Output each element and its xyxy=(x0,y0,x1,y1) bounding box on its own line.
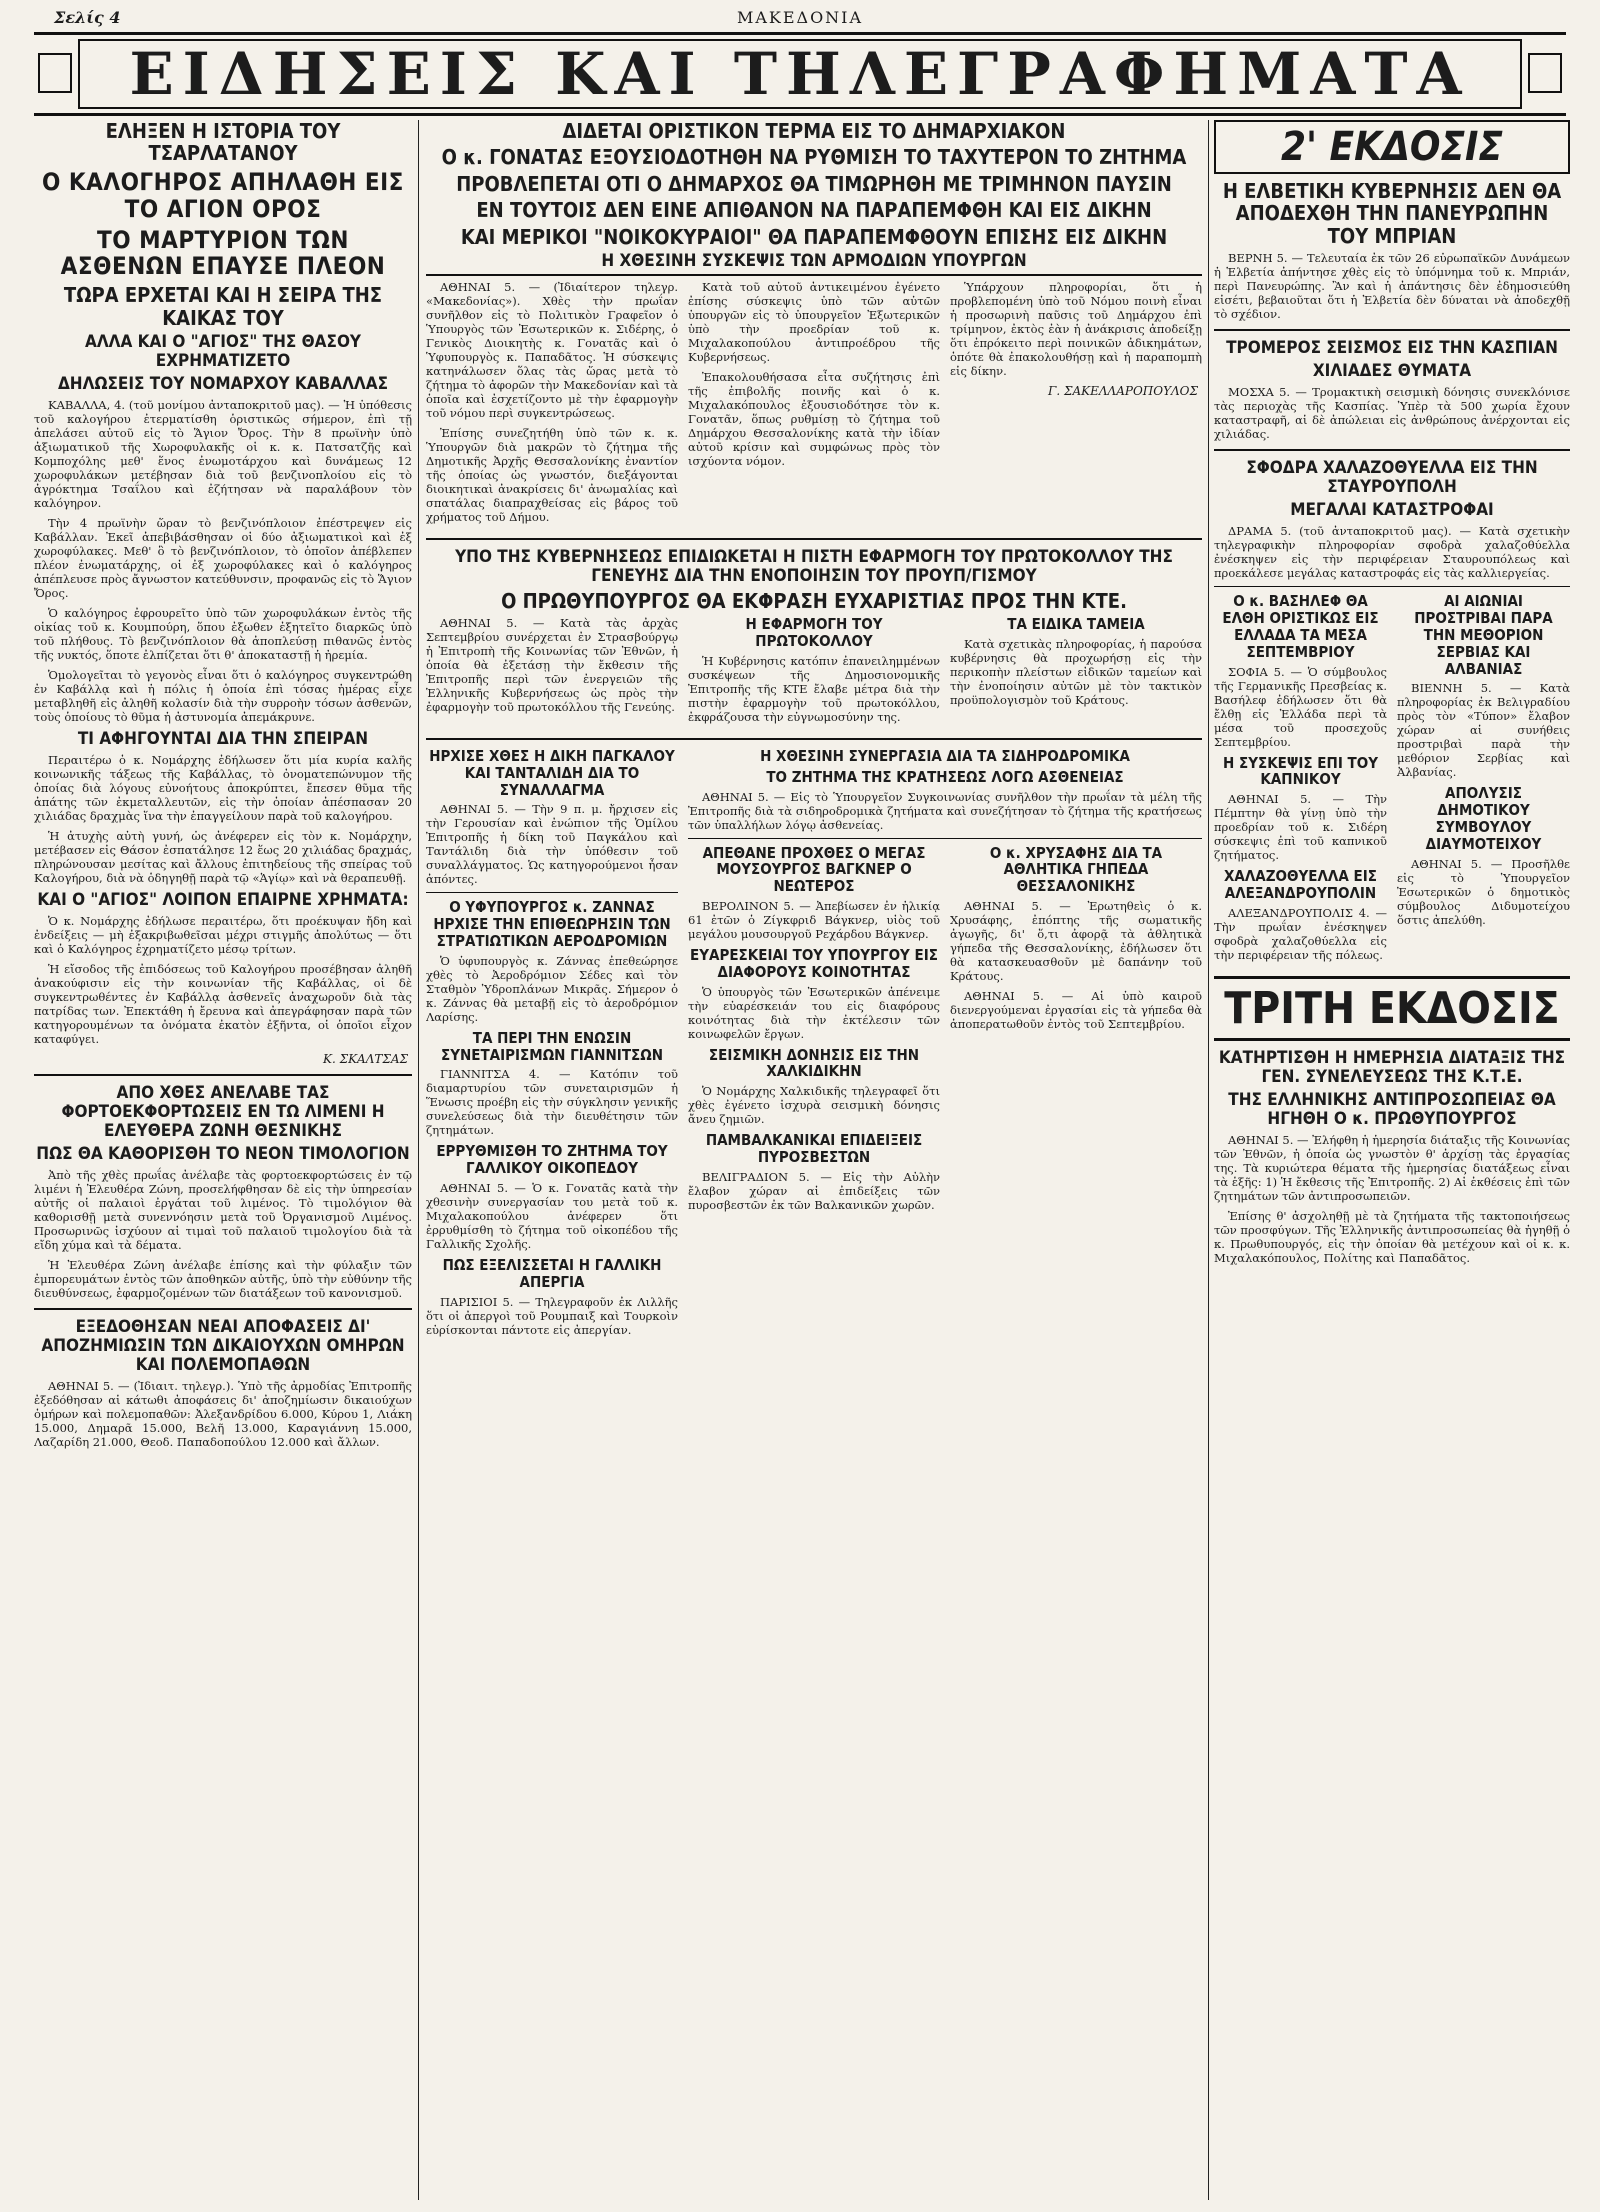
column-right xyxy=(1214,120,1570,2200)
column-divider xyxy=(1208,120,1209,2200)
article-separator xyxy=(688,838,1202,839)
headline: ΤΟ ΜΑΡΤΥΡΙΟΝ ΤΩΝ ΑΣΘΕΝΩΝ ΕΠΑΥΣΕ ΠΛΕΟΝ xyxy=(60,225,386,281)
article-paragraph: Περαιτέρω ὁ κ. Νομάρχης ἐδήλωσεν ὅτι μία κυρία καλῆς κοινωνικῆς τάξεως τῆς Καβάλλας, τὸ ὀνοματεπώνυμον τῆς ὁποίας διὰ λόγους εὐνοήτους ἀποκρύπτει, ἔπεσεν θῦμα τῆς ἀπάτης τῶν ἐκμεταλλευτῶν, εἰς τὴν ὁποίαν ἀπέσπασαν 20 χιλιάδας δραχμὰς ἵνα τὴν ἐπαγγείλουν παρὰ τοῦ καλογήρου. xyxy=(34,753,412,824)
headline: ΤΟ ΖΗΤΗΜΑ ΤΗΣ ΚΡΑΤΗΣΕΩΣ ΛΟΓΩ ΑΣΘΕΝΕΙΑΣ xyxy=(766,767,1124,786)
article-paragraph: Τὴν 4 πρωϊνὴν ὥραν τὸ βενζινόπλοιον ἐπέστρεψεν εἰς Καβάλλαν. Ἐκεῖ ἀπεβιβάσθησαν οἱ δύο ἀξιωματικοὶ καὶ ἐξ χωροφύλακες. Μεθ' ὃ τὸ βενζινόπλοιον, τὸ ὁποῖον ἀπέβλεπεν πλέον ἐνωματάρχης, οἱ ἐξ χωροφύλακες καὶ ὁ καλόγηρος ἀπέπλευσε πρὸς ἄγνωστον κατεύθυνσιν, προφανῶς εἰς τὸ Ἅγιον Ὄρος. xyxy=(34,516,412,601)
headline: ΜΕΓΑΛΑΙ ΚΑΤΑΣΤΡΟΦΑΙ xyxy=(1290,500,1494,521)
news-grid xyxy=(1214,593,1570,967)
headline: ΣΦΟΔΡΑ ΧΑΛΑΖΟΘΥΕΛΛΑ ΕΙΣ ΤΗΝ ΣΤΑΥΡΟΥΠΟΛΗ xyxy=(1246,458,1538,498)
article-paragraph: Ἐπακολουθήσασα εἶτα συζήτησις ἐπὶ τῆς ἐπιβολῆς ποινῆς καὶ ὁ κ. Μιχαλακόπουλος ἐξουσιοδότησε τὸν κ. Γονατᾶν, ὅπως ρυθμίσῃ τὸ ζήτημα τοῦ Δημάρχου Θεσσαλονίκης κατὰ τὴν ἰδίαν αὐτοῦ κρίσιν καὶ συμφώνως πρὸς τὸν ισχύοντα νόμον. xyxy=(688,369,940,468)
subheading: ΤΙ ΑΦΗΓΟΥΝΤΑΙ ΔΙΑ ΤΗΝ ΣΠΕΙΡΑΝ xyxy=(77,729,369,750)
article-paragraph: ΓΙΑΝΝΙΤΣΑ 4. — Κατόπιν τοῦ διαμαρτυρίου τῶν συνεταιρισμῶν ἡ Ἕνωσις προέβη εἰς τὴν σύγκλησιν γενικῆς συνελεύσεως διὰ τὴν διευθέτησιν τῶν ζητημάτων. xyxy=(426,1067,678,1138)
article-paragraph: ΑΘΗΝΑΙ 5. — (Ἰδιαιτ. τηλεγρ.). Ὑπὸ τῆς ἀρμοδίας Ἐπιτροπῆς ἐξεδόθησαν αἱ κάτωθι ἀποφάσεις δι' ἀποζημίωσιν δικαιούχων ὁμήρων καὶ πολεμοπαθῶν: Ἀλεξανδρίδου 6.000, Κύρου 1, Λιάκη 15.000, Δημαρᾶ 15.000, Βελῆ 13.000, Καραγιάννη 15.000, Λαζαρίδη 21.000, Θεοδ. Παπαδοπούλου 12.000 καὶ ἄλλων. xyxy=(34,1379,412,1450)
headline: ΠΩΣ ΘΑ ΚΑΘΟΡΙΣΘΗ ΤΟ ΝΕΟΝ ΤΙΜΟΛΟΓΙΟΝ xyxy=(36,1144,410,1165)
headline: Ο κ. ΓΟΝΑΤΑΣ ΕΞΟΥΣΙΟΔΟΤΗΘΗ ΝΑ ΡΥΘΜΙΣΗ ΤΟ ΤΑΧΥΤΕΡΟΝ ΤΟ ΖΗΤΗΜΑ xyxy=(441,145,1187,170)
headline: ΗΡΧΙΣΕ ΧΘΕΣ Η ΔΙΚΗ ΠΑΓΚΑΛΟΥ ΚΑΙ ΤΑΝΤΑΛΙΔΗ ΔΙΑ ΤΟ ΣΥΝΑΛΛΑΓΜΑ xyxy=(429,747,675,799)
headline: Η ΣΥΣΚΕΨΙΣ ΕΠΙ ΤΟΥ ΚΑΠΝΙΚΟΥ xyxy=(1223,753,1378,789)
article-paragraph: ΣΟΦΙΑ 5. — Ὁ σύμβουλος τῆς Γερμανικῆς Πρεσβείας κ. Βασήλεφ ἐδήλωσεν ὅτι θὰ ἔλθῃ εἰς Ἑλλάδα περὶ τὰ μέσα τοῦ προσεχοῦς Σεπτεμβρίου. xyxy=(1214,664,1387,749)
headline: ΤΡΟΜΕΡΟΣ ΣΕΙΣΜΟΣ ΕΙΣ ΤΗΝ ΚΑΣΠΙΑΝ xyxy=(1226,338,1558,359)
section-masthead xyxy=(34,32,1566,116)
article-paragraph: ΒΕΡΟΛΙΝΟΝ 5. — Ἀπεβίωσεν ἐν ἡλικίᾳ 61 ἐτῶν ὁ Ζίγκφριδ Βάγκνερ, υἱὸς τοῦ μεγάλου μουσουργοῦ Ρεχάρδου Βάγκνερ. xyxy=(688,899,940,942)
headline: ΥΠΟ ΤΗΣ ΚΥΒΕΡΝΗΣΕΩΣ ΕΠΙΔΙΩΚΕΤΑΙ Η ΠΙΣΤΗ ΕΦΑΡΜΟΓΗ ΤΟΥ ΠΡΩΤΟΚΟΛΛΟΥ ΤΗΣ ΓΕΝΕΥΗΣ ΔΙΑ ΤΗΝ ΕΝΟΠΟΙΗΣΙΝ ΤΟΥ ΠΡΟΥΠ/ΓΙΣΜΟΥ xyxy=(455,546,1173,587)
article-paragraph: ΑΘΗΝΑΙ 5. — Εἰς τὸ Ὑπουργεῖον Συγκοινωνίας συνῆλθον τὴν πρωΐαν τὰ μέλη τῆς Ἐπιτροπῆς διὰ τὰ σιδηροδρομικὰ ζητήματα καὶ συνεζήτησαν τὸ ζήτημα τῆς κρατήσεως τῶν ὑπαλλήλων λόγῳ ἀσθενείας. xyxy=(688,789,1202,832)
headline: ΤΗΣ ΕΛΛΗΝΙΚΗΣ ΑΝΤΙΠΡΟΣΩΠΕΙΑΣ ΘΑ ΗΓΗΘΗ Ο κ. ΠΡΩΘΥΠΟΥΡΓΟΣ xyxy=(1228,1089,1556,1129)
article-paragraph: Κατὰ τοῦ αὐτοῦ ἀντικειμένου ἐγένετο ἐπίσης σύσκεψις ὑπὸ τῶν αὐτῶν ὑπουργῶν εἰς τὸ ὑπουργεῖον Ἐξωτερικῶν ὑπὸ τὴν προεδρίαν τοῦ κ. Μιχαλακοπούλου ἀντιπροέδρου τῆς Κυβερνήσεως. xyxy=(688,279,940,364)
article-separator xyxy=(1214,329,1570,331)
headline: Η ΧΘΕΣΙΝΗ ΣΥΣΚΕΨΙΣ ΤΩΝ ΑΡΜΟΔΙΩΝ ΥΠΟΥΡΓΩΝ xyxy=(426,252,1202,276)
column-center xyxy=(426,120,1202,2200)
article-separator xyxy=(34,1074,412,1076)
article-paragraph: Ὁ κ. Νομάρχης ἐδήλωσε περαιτέρω, ὅτι προέκυψαν ἤδη καὶ ἐνδείξεις — μὴ ἐξακριβωθεῖσαι μέχρι στιγμῆς ἀπολύτως — ὅτι καὶ ὁ Καλόγηρος ἐχρηματίζετο μέσῳ τρίτων. xyxy=(34,914,412,957)
article-paragraph: ΑΘΗΝΑΙ 5. — (Ἰδιαίτερον τηλεγρ. «Μακεδονίας»). Χθὲς τὴν πρωΐαν συνῆλθον εἰς τὸ Πολιτικὸν Γραφεῖον ὁ Ὑπουργὸς τῶν Ἐσωτερικῶν κ. Σιδέρης, ὁ Γενικὸς Διοικητὴς κ. Γονατᾶς καὶ ὁ Ὑφυπουργὸς κ. Παπαδᾶτος. Ἡ σύσκεψις κατηνάλωσεν ὅλας τὰς ὥρας μετὰ τὸ ζήτημα τὸ ἀφορῶν τὴν Μακεδονίαν καὶ τὰ ὁποῖα καὶ ἐσχετίζοντο μὲ τὴν ἐφαρμογὴν τοῦ νόμου περὶ συγκεντρώσεως. xyxy=(426,279,678,420)
subheading: ΚΑΙ Ο "ΑΓΙΟΣ" ΛΟΙΠΟΝ ΕΠΑΙΡΝΕ ΧΡΗΜΑΤΑ: xyxy=(37,890,409,911)
article-paragraph: Ἐπίσης θ' ἀσχοληθῇ μὲ τὰ ζητήματα τῆς τακτοποιήσεως τῶν προσφύγων. Τῆς Ἑλληνικῆς ἀντιπροσωπείας θὰ ἡγηθῇ ὁ κ. Πρωθυπουργός, εἰς τὴν ὁποίαν θὰ μετέχουν καὶ οἱ κ. κ. Μιχαλακόπουλος, Πολίτης καὶ Παπαδᾶτος. xyxy=(1214,1208,1570,1265)
subheading: Η ΕΦΑΡΜΟΓΗ ΤΟΥ ΠΡΩΤΟΚΟΛΛΟΥ xyxy=(745,615,883,651)
headline: ΧΑΛΑΖΟΘΥΕΛΛΑ ΕΙΣ ΑΛΕΞΑΝΔΡΟΥΠΟΛΙΝ xyxy=(1224,867,1377,902)
headline: ΣΕΙΣΜΙΚΗ ΔΟΝΗΣΙΣ ΕΙΣ ΤΗΝ ΧΑΛΚΙΔΙΚΗΝ xyxy=(708,1045,920,1081)
headline: ΑΠΕΘΑΝΕ ΠΡΟΧΘΕΣ Ο ΜΕΓΑΣ ΜΟΥΣΟΥΡΓΟΣ ΒΑΓΚΝΕΡ Ο ΝΕΩΤΕΡΟΣ xyxy=(702,843,926,896)
article-paragraph: Ὁμολογεῖται τὸ γεγονὸς εἶναι ὅτι ὁ καλόγηρος συγκεντρώθη ἐν Καβάλλᾳ καὶ ἡ πόλις ἡ ὁποία ἐπὶ τόσας ἡμέρας εἶχε μεταβληθῆ εἰς ἀληθῆ κολασίν διὰ τὴν συρροὴν τόσων ἀσθενῶν, τοὺς ὁποίους τὸ θῦμα ἡ ἀστυνομία ἀπεμάκρυνε. xyxy=(34,668,412,725)
headline: Ο ΚΑΛΟΓΗΡΟΣ ΑΠΗΛΑΘΗ ΕΙΣ ΤΟ ΑΓΙΟΝ ΟΡΟΣ xyxy=(42,167,404,223)
headline: ΠΩΣ ΕΞΕΛΙΣΣΕΤΑΙ Η ΓΑΛΛΙΚΗ ΑΠΕΡΓΙΑ xyxy=(442,1256,662,1291)
article-separator xyxy=(426,892,678,893)
article-paragraph: ΠΑΡΙΣΙΟΙ 5. — Τηλεγραφοῦν ἐκ Λιλλῆς ὅτι οἱ ἀπεργοὶ τοῦ Ρουμπαιξ καὶ Τουρκοὶν εὑρίσκονται πάντοτε εἰς ἀπεργίαν. xyxy=(426,1294,678,1337)
subheading: ΤΑ ΕΙΔΙΚΑ ΤΑΜΕΙΑ xyxy=(1007,615,1145,634)
headline: Ο κ. ΒΑΣΗΛΕΦ ΘΑ ΕΛΘΗ ΟΡΙΣΤΙΚΩΣ ΕΙΣ ΕΛΛΑΔΑ ΤΑ ΜΕΣΑ ΣΕΠΤΕΜΒΡΙΟΥ xyxy=(1222,592,1379,661)
third-edition-banner: ΤΡΙΤΗ ΕΚΔΟΣΙΣ xyxy=(1214,976,1570,1041)
article-paragraph: ΔΡΑΜΑ 5. (τοῦ ἀνταποκριτοῦ μας). — Κατὰ σχετικὴν τηλεγραφικὴν πληροφορίαν σφοδρὰ χαλαζοθύελλα ἐνέσκηψεν εἰς τὴν περιφέρειαν Σταυρουπόλεως καὶ προεκάλεσε μεγάλας καταστροφάς εἰς τὰς καλλιεργείας. xyxy=(1214,524,1570,581)
headline: Ο κ. ΧΡΥΣΑΦΗΣ ΔΙΑ ΤΑ ΑΘΛΗΤΙΚΑ ΓΗΠΕΔΑ ΘΕΣΣΑΛΟΝΙΚΗΣ xyxy=(989,843,1163,896)
publication-name: ΜΑΚΕΔΟΝΙΑ xyxy=(736,8,864,27)
article-paragraph: Ὁ καλόγηρος ἐφρουρεῖτο ὑπὸ τῶν χωροφυλάκων ἐντὸς τῆς οἰκίας τοῦ κ. Κουμπούρη, ὅπου ἐξωθεν ἐξητεῖτο διαρκῶς ὑπὸ τοῦ πλήθους. Τὸ βενζινόπλοιον θὰ ἀποπλεύσῃ πιθανῶς ἐντὸς τῆς νυκτός, ὅποτε ἐλπίζεται ὅτι θ' ἀποκαταστῇ ἡ ἠρεμία. xyxy=(34,606,412,663)
article-separator xyxy=(34,1308,412,1310)
page-number: Σελίς 4 xyxy=(54,8,121,27)
article-paragraph: Ἡ ἀτυχὴς αὐτὴ γυνή, ὡς ἀνέφερεν εἰς τὸν κ. Νομάρχην, μετέβασεν εἰς Θάσον ἐσπατάλησε 12 ἕως 20 χιλιάδας δραχμάς, πληρώνουσαν μεσίτας καὶ ἄλλους ἐπιτηδείους τῆς σπείρας τοῦ Καλογήρου, διὰ νὰ ὁδηγηθῇ παρὰ τῷ «Ἁγίῳ» καὶ νὰ θεραπευθῇ. xyxy=(34,829,412,886)
headline: ΤΑ ΠΕΡΙ ΤΗΝ ΕΝΩΣΙΝ ΣΥΝΕΤΑΙΡΙΣΜΩΝ ΓΙΑΝΝΙΤΣΩΝ xyxy=(440,1028,664,1064)
headline: ΚΑΤΗΡΤΙΣΘΗ Η ΗΜΕΡΗΣΙΑ ΔΙΑΤΑΞΙΣ ΤΗΣ ΓΕΝ. ΣΥΝΕΛΕΥΣΕΩΣ ΤΗΣ Κ.Τ.Ε. xyxy=(1218,1047,1566,1087)
headline: ΑΛΛΑ ΚΑΙ Ο "ΑΓΙΟΣ" ΤΗΣ ΘΑΣΟΥ ΕΧΡΗΜΑΤΙΖΕΤΟ xyxy=(84,332,362,372)
article-paragraph: ΑΘΗΝΑΙ 5. — Προσῆλθε εἰς τὸ Ὑπουργεῖον Ἐσωτερικῶν ὁ δημοτικὸς σύμβουλος Διδυμοτείχου ὅστις ἀπελύθη. xyxy=(1397,856,1570,927)
ornament-right-icon xyxy=(1528,53,1562,93)
article-paragraph: ΒΕΡΝΗ 5. — Τελευταία ἐκ τῶν 26 εὐρωπαϊκῶν Δυνάμεων ἡ Ἑλβετία ἀπήντησε χθὲς εἰς τὸ ὑπόμνημα τοῦ κ. Μπριάν, περὶ Πανευρώπης. Ἂν καὶ ἡ ἀπάντησις δὲν ἐδημοσιεύθη εἰσέτι, βεβαιοῦται ὅτι ἡ Ἑλβετία δὲν δύναται νὰ ἀποδεχθῇ τὸ σχέδιον. xyxy=(1214,251,1570,322)
news-grid xyxy=(426,748,1202,1343)
headline: ΠΡΟΒΛΕΠΕΤΑΙ ΟΤΙ Ο ΔΗΜΑΡΧΟΣ ΘΑ ΤΙΜΩΡΗΘΗ ΜΕ ΤΡΙΜΗΝΟΝ ΠΑΥΣΙΝ xyxy=(456,171,1172,196)
newspaper-page xyxy=(14,8,1586,2204)
byline: Γ. ΣΑΚΕΛΛΑΡΟΠΟΥΛΟΣ xyxy=(1048,383,1198,398)
article-paragraph: ΚΑΒΑΛΛΑ, 4. (τοῦ μονίμου ἀνταποκριτοῦ μας). — Ἡ ὑπόθεσις τοῦ καλογήρου ἐτερματίσθη ὁριστικῶς σήμερον, ἐπὶ τῇ ἀπελάσει αὐτοῦ εἰς τὸ Ἅγιον Ὄρος. Τὴν 8 πρωϊνὴν ὑπὸ ἀξιωματικοῦ τῆς Χωροφυλακῆς οἱ κ. κ. Πατσατζῆς καὶ Κομποχόλης μεθ' ἕνος ἐνωμοτάρχου καὶ δυνάμεως 12 χωροφυλάκων μετέβησαν διὰ τοῦ βενζινοπλοίου εἰς τὸ ἀγρόκτημα Τσαΐλου καὶ ἐζήτησαν νὰ παραλάβουν τὸν καλόγηρον. xyxy=(34,398,412,511)
headline: ΑΙ ΑΙΩΝΙΑΙ ΠΡΟΣΤΡΙΒΑΙ ΠΑΡΑ ΤΗΝ ΜΕΘΟΡΙΟΝ ΣΕΡΒΙΑΣ ΚΑΙ ΑΛΒΑΝΙΑΣ xyxy=(1414,592,1553,678)
headline: ΑΠΟΛΥΣΙΣ ΔΗΜΟΤΙΚΟΥ ΣΥΜΒΟΥΛΟΥ ΔΙΑΥΜΟΤΕΙΧΟΥ xyxy=(1425,784,1542,853)
column-left xyxy=(34,120,412,2200)
article-separator xyxy=(1214,586,1570,587)
article-paragraph: Ἡ Ἐλευθέρα Ζώνη ἀνέλαβε ἐπίσης καὶ τὴν φύλαξιν τῶν ἐμπορευμάτων ἐντὸς τῶν ἀποθηκῶν αὐτῆς, ὑπὸ τὴν εὐθύνην τῆς διευθύνσεως, ἐφαρμοζομένων τῶν διατάξεων τοῦ κανονισμοῦ. xyxy=(34,1258,412,1301)
headline: ΤΩΡΑ ΕΡΧΕΤΑΙ ΚΑΙ Η ΣΕΙΡΑ ΤΗΣ ΚΑΙΚΑΣ ΤΟΥ xyxy=(63,283,383,330)
headline: ΔΗΛΩΣΕΙΣ ΤΟΥ ΝΟΜΑΡΧΟΥ ΚΑΒΑΛΛΑΣ xyxy=(57,374,389,395)
column-divider xyxy=(418,120,419,2200)
article-separator xyxy=(426,538,1202,540)
article-paragraph: Ἡ Κυβέρνησις κατόπιν ἐπανειλημμένων συσκέψεων τῆς Δημοσιονομικῆς Ἐπιτροπῆς τῆς ΚΤΕ ἔλαβε μέτρα διὰ τὴν πιστὴν ἐφαρμογὴν τοῦ πρωτοκόλλου, ἐκφράζουσα τὴν εὐγνωμοσύνην της. xyxy=(688,654,940,725)
headline: ΧΙΛΙΑΔΕΣ ΘΥΜΑΤΑ xyxy=(1312,361,1472,382)
article-body xyxy=(426,280,1202,530)
top-line xyxy=(14,8,1586,30)
article-body xyxy=(426,616,1202,730)
headline: ΕΡΡΥΘΜΙΣΘΗ ΤΟ ΖΗΤΗΜΑ ΤΟΥ ΓΑΛΛΙΚΟΥ ΟΙΚΟΠΕΔΟΥ xyxy=(436,1142,668,1178)
article-separator xyxy=(1214,449,1570,451)
article-paragraph: Ὁ Νομάρχης Χαλκιδικῆς τηλεγραφεῖ ὅτι χθὲς ἐγένετο ἰσχυρὰ σεισμικὴ δόνησις ἄνευ ζημιῶν. xyxy=(688,1084,940,1127)
article-paragraph: Ὁ ὑφυπουργὸς κ. Ζάννας ἐπεθεώρησε χθὲς τὸ Ἀεροδρόμιον Σέδες καὶ τὸν Σταθμὸν Ὑδροπλάνων Μικρᾶς. Σήμερον ὁ κ. Ζάννας θὰ μεταβῇ εἰς τὸ ἀεροδρόμιον Λαρίσης. xyxy=(426,953,678,1024)
article-paragraph: ΑΘΗΝΑΙ 5. — Τὴν Πέμπτην θὰ γίνῃ ὑπὸ τὴν προεδρίαν τοῦ κ. Σιδέρη σύσκεψις ἐπὶ τοῦ καπνικοῦ ζητήματος. xyxy=(1214,792,1387,863)
headline: ΠΑΜΒΑΛΚΑΝΙΚΑΙ ΕΠΙΔΕΙΞΕΙΣ ΠΥΡΟΣΒΕΣΤΩΝ xyxy=(705,1131,923,1166)
article-separator xyxy=(426,738,1202,740)
article-paragraph: ΑΘΗΝΑΙ 5. — Ἐρωτηθεὶς ὁ κ. Χρυσάφης, ἐπόπτης τῆς σωματικῆς ἀγωγῆς, δι' ὅ,τι ἀφορᾷ τὰ ἀθλητικὰ γήπεδα τῆς Θεσσαλονίκης, ἐδήλωσεν ὅτι θὰ κατασκευασθοῦν μὲ δαπάνην τοῦ Κράτους. xyxy=(950,899,1202,984)
article-paragraph: ΜΟΣΧΑ 5. — Τρομακτικὴ σεισμικὴ δόνησις συνεκλόνισε τὰς περιοχὰς τῆς Κασπίας. Ὑπὲρ τὰ 500 χωρία ἔχουν καταστραφῆ, αἱ δὲ ἀπώλειαι εἰς ἀνθρώπους ἀνέρχονται εἰς χιλιάδας. xyxy=(1214,385,1570,442)
article-paragraph: Ἐπίσης συνεζητήθη ὑπὸ τῶν κ. κ. Ὑπουργῶν διὰ μακρῶν τὸ ζήτημα τῆς Δημοτικῆς Ἀρχῆς Θεσσαλονίκης ἐναντίον τῆς ὁποίας ὡς γνωστόν, διεξάγονται διοικητικαὶ ἀνακρίσεις δι' ἀνωμαλίας καὶ σπατάλας διαπραχθείσας εἰς βάρος τοῦ χρήματος τοῦ Δήμου. xyxy=(426,425,678,524)
headline: ΚΑΙ ΜΕΡΙΚΟΙ "ΝΟΙΚΟΚΥΡΑΙΟΙ" ΘΑ ΠΑΡΑΠΕΜΦΘΟΥΝ ΕΠΙΣΗΣ ΕΙΣ ΔΙΚΗΝ xyxy=(460,224,1168,249)
headline: Ο ΥΦΥΠΟΥΡΓΟΣ κ. ΖΑΝΝΑΣ ΗΡΧΙΣΕ ΤΗΝ ΕΠΙΘΕΩΡΗΣΙΝ ΤΩΝ ΣΤΡΑΤΙΩΤΙΚΩΝ ΑΕΡΟΔΡΟΜΙΩΝ xyxy=(433,898,671,951)
headline: ΕΛΗΞΕΝ Η ΙΣΤΟΡΙΑ ΤΟΥ ΤΣΑΡΛΑΤΑΝΟΥ xyxy=(105,120,341,166)
section-title: ΕΙΔΗΣΕΙΣ ΚΑΙ ΤΗΛΕΓΡΑΦΗΜΑΤΑ xyxy=(78,39,1522,109)
article-paragraph: ΑΘΗΝΑΙ 5. — Τὴν 9 π. μ. ἤρχισεν εἰς τὴν Γερουσίαν καὶ ἐνώπιον τῆς Ὁμίλου Ἐπιτροπῆς ἡ δίκη τοῦ Παγκάλου καὶ Ταντάλιδη διὰ τὴν ὑπόθεσιν τοῦ συναλλάγματος. Ὡς κατηγορούμενοι ἦσαν ἀπόντες. xyxy=(426,802,678,887)
headline: ΔΙΔΕΤΑΙ ΟΡΙΣΤΙΚΟΝ ΤΕΡΜΑ ΕΙΣ ΤΟ ΔΗΜΑΡΧΙΑΚΟΝ xyxy=(562,120,1066,143)
ornament-left-icon xyxy=(38,53,72,93)
article-paragraph: ΑΛΕΞΑΝΔΡΟΥΠΟΛΙΣ 4. — Τὴν πρωΐαν ἐνέσκηψεν σφοδρὰ χαλαζοθύελλα εἰς τὴν περιφέρειαν τῆς πόλεως. xyxy=(1214,905,1387,962)
article-paragraph: ΒΕΛΙΓΡΑΔΙΟΝ 5. — Εἰς τὴν Αὐλὴν ἔλαβον χώραν αἱ ἐπιδείξεις τῶν πυροσβεστῶν ἐκ τῶν Βαλκανικῶν χωρῶν. xyxy=(688,1169,940,1212)
headline: Η ΕΛΒΕΤΙΚΗ ΚΥΒΕΡΝΗΣΙΣ ΔΕΝ ΘΑ ΑΠΟΔΕΧΘΗ ΤΗΝ ΠΑΝΕΥΡΩΠΗΝ ΤΟΥ ΜΠΡΙΑΝ xyxy=(1222,179,1562,248)
article-paragraph: Ἡ εἴσοδος τῆς ἐπιδόσεως τοῦ Καλογήρου προσέβησαν ἀληθῆ ἀνακούφισιν εἰς τὴν κοινωνίαν τῆς Καβάλλας, οἱ δὲ συγκεντρωθέντες ἐν Καβάλλᾳ ἀσθενεῖς ἀναχωροῦν διὰ τὰς πατρίδας των. Ἐπεκτάθη ἡ ἔρευνα καὶ ἀπεγράφησαν παρὰ τῶν κατηγορουμένων τα ὀνόματα ἐκατὸν ἐξῆντα, οἱ ὁποῖοι εἶχον καταφύγει. xyxy=(34,962,412,1047)
article-paragraph: ΑΘΗΝΑΙ 5. — Ἐλήφθη ἡ ἡμερησία διάταξις τῆς Κοινωνίας τῶν Ἐθνῶν, ἡ ὁποία ὡς γνωστὸν θ' ἀρχίσῃ τὰς ἐργασίας της. Τὰ κυριώτερα θέματα τῆς ἡμερησίας διατάξεως εἶναι τὰ ἑξῆς: 1) Ἡ ἔκθεσις τῆς Ἐπιτροπῆς. 2) Αἱ ἐκθέσεις ἐπὶ τῶν ζητημάτων τῶν ἀντιπροσωπειῶν. xyxy=(1214,1132,1570,1203)
headline: Η ΧΘΕΣΙΝΗ ΣΥΝΕΡΓΑΣΙΑ ΔΙΑ ΤΑ ΣΙΔΗΡΟΔΡΟΜΙΚΑ xyxy=(760,747,1130,766)
article-paragraph: ΑΘΗΝΑΙ 5. — Ὁ κ. Γονατᾶς κατὰ τὴν χθεσινὴν συνεργασίαν του μετὰ τοῦ κ. Μιχαλακοπούλου ἀνέφερεν ὅτι ἐρρυθμίσθη τὸ ζήτημα τοῦ οἰκοπέδου τῆς Γαλλικῆς Σχολῆς. xyxy=(426,1181,678,1251)
byline: Κ. ΣΚΑΛΤΣΑΣ xyxy=(322,1052,408,1067)
article-paragraph: ΒΙΕΝΝΗ 5. — Κατὰ πληροφορίας ἐκ Βελιγραδίου πρὸς τὸν «Τύπον» ἔλαβον χώραν αἱ συνήθεις προστριβαὶ παρὰ τὴν μεθόριον Σερβίας καὶ Ἀλβανίας. xyxy=(1397,681,1570,780)
article-paragraph: Ἀπὸ τῆς χθὲς πρωΐας ἀνέλαβε τὰς φορτοεκφορτώσεις ἐν τῷ λιμένι ἡ Ἐλευθέρα Ζώνη, προσελήφθησαν δὲ εἰς τὴν ὑπηρεσίαν αὐτῆς οἱ παλαιοὶ ἐργάται τοῦ λιμένος. Τὸ τιμολόγιον θὰ καθορισθῇ μετὰ συνεννόησιν μετὰ τοῦ Ὀργανισμοῦ Λιμένος. Προσωρινῶς ἰσχύουν αἱ τιμαὶ τοῦ παλαιοῦ τιμολογίου διὰ τὰ εἴδη χύμα καὶ τὰ δέματα. xyxy=(34,1168,412,1253)
article-paragraph: ΑΘΗΝΑΙ 5. — Κατὰ τὰς ἀρχὰς Σεπτεμβρίου συνέρχεται ἐν Στρασβούργῳ ἡ Ἐπιτροπὴ τῆς Κοινωνίας τῶν Ἐθνῶν, ἡ ὁποία θὰ ἐξετάσῃ τὴν ἔκθεσιν τῆς Ἐπιτροπῆς περὶ τῶν ἐνεργειῶν τῆς Ἑλληνικῆς Κυβερνήσεως ὡς πρὸς τὴν ἐφαρμογὴν τοῦ πρωτοκόλλου τῆς Γενεύης. xyxy=(426,616,678,715)
article-paragraph: Ὑπάρχουν πληροφορίαι, ὅτι ἡ προβλεπομένη ὑπὸ τοῦ Νόμου ποινὴ εἶναι ἡ προσωρινὴ παῦσις τοῦ Δημάρχου ἐπὶ τρίμηνον, ἐκτὸς ἐὰν ἡ ἀνάκρισις ἀποδείξῃ ὅτι ἐπρόκειτο περὶ ποινικῶν ἀδικημάτων, ὁπότε θὰ ἐπακολουθήσῃ καὶ ἡ παραπομπὴ εἰς δίκην. xyxy=(950,279,1202,378)
article-paragraph: Ὁ ὑπουργὸς τῶν Ἐσωτερικῶν ἀπένειμε τὴν εὐαρέσκειάν του εἰς διαφόρους κοινότητας διὰ τὴν ἐκτέλεσιν τῶν κοινωφελῶν ἔργων. xyxy=(688,984,940,1041)
headline: ΕΞΕΔΟΘΗΣΑΝ ΝΕΑΙ ΑΠΟΦΑΣΕΙΣ ΔΙ' ΑΠΟΖΗΜΙΩΣΙΝ ΤΩΝ ΔΙΚΑΙΟΥΧΩΝ ΟΜΗΡΩΝ ΚΑΙ ΠΟΛΕΜΟΠΑΘΩΝ xyxy=(41,1317,405,1376)
headline: ΕΥΑΡΕΣΚΕΙΑΙ ΤΟΥ ΥΠΟΥΡΓΟΥ ΕΙΣ ΔΙΑΦΟΡΟΥΣ ΚΟΙΝΟΤΗΤΑΣ xyxy=(690,946,938,981)
news-subgrid xyxy=(688,845,1202,1218)
headline: Ο ΠΡΩΘΥΠΟΥΡΓΟΣ ΘΑ ΕΚΦΡΑΣΗ ΕΥΧΑΡΙΣΤΙΑΣ ΠΡΟΣ ΤΗΝ ΚΤΕ. xyxy=(501,589,1127,614)
article-paragraph: Κατὰ σχετικὰς πληροφορίας, ἡ παρούσα κυβέρνησις θὰ προχωρήσῃ εἰς τὴν περικοπὴν πλείστων εἰδικῶν ταμείων καὶ τὴν ἐνοποίησιν αὐτῶν μὲ τὸν τακτικὸν προϋπολογισμὸν τοῦ Κράτους. xyxy=(950,637,1202,708)
headline: ΑΠΟ ΧΘΕΣ ΑΝΕΛΑΒΕ ΤΑΣ ΦΟΡΤΟΕΚΦΟΡΤΩΣΕΙΣ ΕΝ ΤΩ ΛΙΜΕΝΙ Η ΕΛΕΥΘΕΡΑ ΖΩΝΗ ΘΕΣΝΙΚΗΣ xyxy=(61,1083,385,1142)
headline: ΕΝ ΤΟΥΤΟΙΣ ΔΕΝ ΕΙΝΕ ΑΠΙΘΑΝΟΝ ΝΑ ΠΑΡΑΠΕΜΦΘΗ ΚΑΙ ΕΙΣ ΔΙΚΗΝ xyxy=(476,198,1152,223)
second-edition-banner: 2' ΕΚΔΟΣΙΣ xyxy=(1214,120,1570,174)
article-paragraph: ΑΘΗΝΑΙ 5. — Αἱ ὑπὸ καιροῦ διενεργούμεναι ἐργασίαι εἰς τὰ γήπεδα θὰ ἀποπερατωθοῦν ἐντὸς τοῦ Σεπτεμβρίου. xyxy=(950,989,1202,1032)
